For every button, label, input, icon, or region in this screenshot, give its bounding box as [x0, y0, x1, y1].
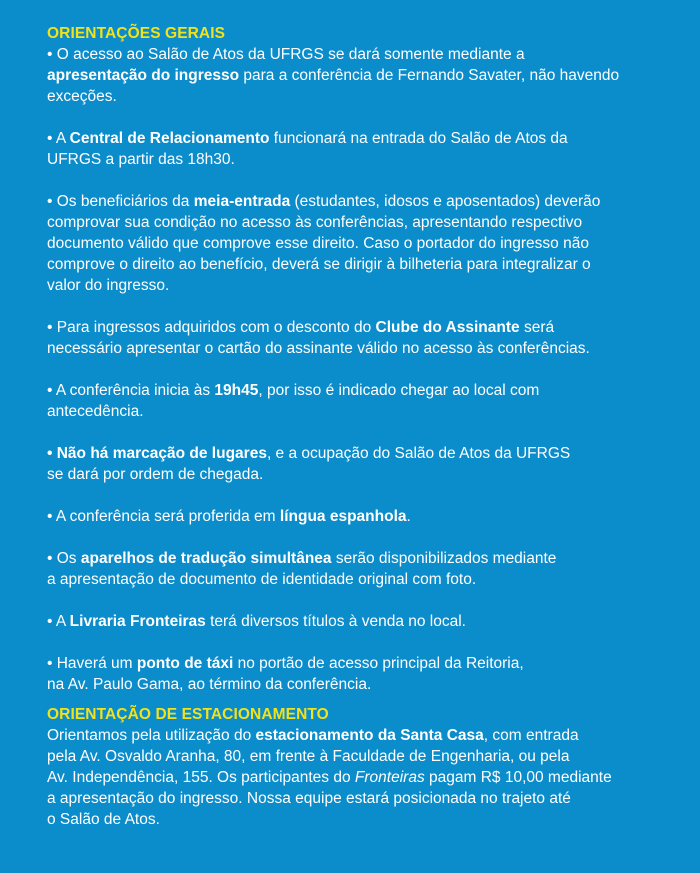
emphasis-text: 19h45 [214, 382, 259, 399]
emphasis-text: estacionamento da Santa Casa [255, 727, 484, 744]
emphasis-text: Livraria Fronteiras [69, 613, 206, 630]
emphasis-text: aparelhos de tradução simultânea [80, 550, 332, 567]
parking-guidelines-heading: ORIENTAÇÃO DE ESTACIONAMENTO [47, 706, 329, 723]
guideline-item: • Não há marcação de lugares, e a ocupação do Salão de Atos da UFRGS se dará por ordem de chegada. [47, 445, 571, 483]
guideline-item: • A Livraria Fronteiras terá diversos títulos à venda no local. [47, 613, 466, 630]
general-guidelines-heading: ORIENTAÇÕES GERAIS [47, 25, 226, 42]
emphasis-text: ponto de táxi [136, 655, 234, 672]
emphasis-text: meia-entrada [193, 193, 291, 210]
parking-guidelines-text: Orientamos pela utilização do estacionamento da Santa Casa, com entrada pela Av. Osvaldo Aranha, 80, em frente à Faculdade de Engenharia, ou pela Av. Independência, 155. Os participantes do Fronteiras pagam R$ 10,00 mediante a apresentação do ingresso. Nossa equipe estará posicionada no trajeto até o Salão de Atos. [47, 727, 612, 828]
guideline-item: • O acesso ao Salão de Atos da UFRGS se dará somente mediante a apresentação do ingresso para a conferência de Fernando Savater, não havendo exceções. [47, 46, 620, 105]
guideline-item: • Os aparelhos de tradução simultânea serão disponibilizados mediante a apresentação de documento de identidade original com foto. [47, 550, 557, 588]
emphasis-text: língua espanhola [279, 508, 407, 525]
general-guidelines-list [47, 44, 670, 695]
emphasis-text: apresentação do ingresso [47, 67, 240, 84]
guideline-item: • Os beneficiários da meia-entrada (estudantes, idosos e aposentados) deverão comprovar sua condição no acesso às conferências, apresentando respectivo documento válido que comprove esse direito. Caso o portador do ingresso não comprove o direito ao benefício, deverá se dirigir à bilheteria para integralizar o valor do ingresso. [47, 193, 601, 294]
emphasis-text: • Não há marcação de lugares [47, 445, 267, 462]
emphasis-text: Central de Relacionamento [69, 130, 270, 147]
guideline-item: • A conferência inicia às 19h45, por isso é indicado chegar ao local com antecedência. [47, 382, 540, 420]
italic-text: Fronteiras [354, 769, 425, 786]
guideline-item: • A Central de Relacionamento funcionará na entrada do Salão de Atos da UFRGS a partir das 18h30. [47, 130, 568, 168]
emphasis-text: Clube do Assinante [375, 319, 520, 336]
guideline-item: • Haverá um ponto de táxi no portão de acesso principal da Reitoria, na Av. Paulo Gama, ao término da conferência. [47, 655, 524, 693]
guideline-item: • A conferência será proferida em língua espanhola. [47, 508, 411, 525]
guideline-item: • Para ingressos adquiridos com o desconto do Clube do Assinante será necessário apresentar o cartão do assinante válido no acesso às conferências. [47, 319, 590, 357]
